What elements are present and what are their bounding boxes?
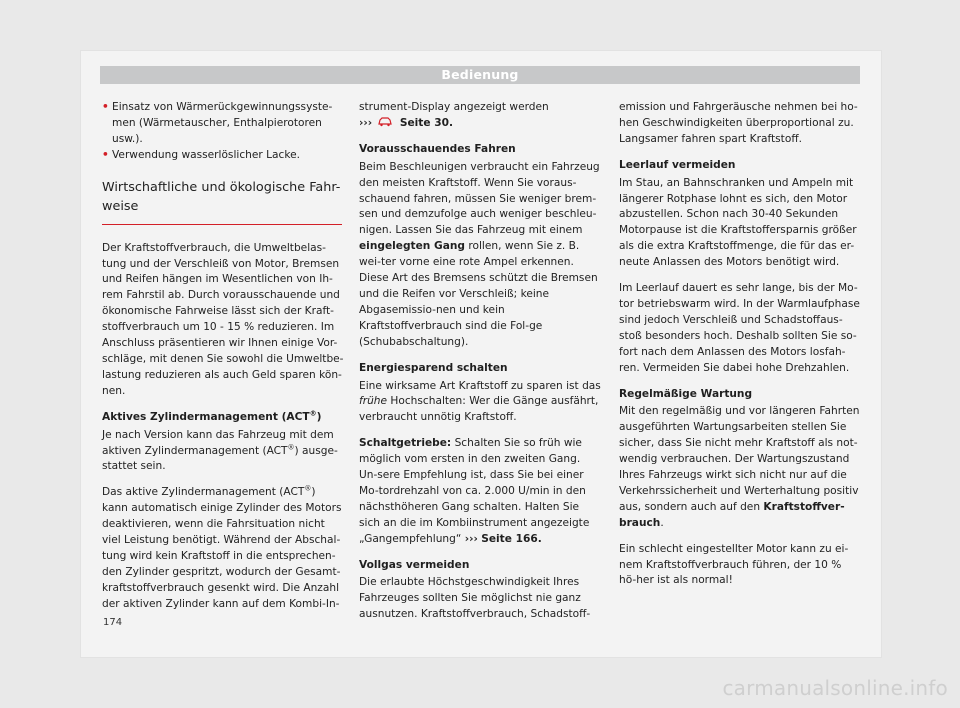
subheading: Regelmäßige Wartung — [619, 387, 753, 400]
bullet-icon: • — [102, 101, 109, 113]
subheading: Leerlauf vermeiden — [619, 158, 736, 171]
subheading: Energiesparend schalten — [359, 361, 508, 374]
continued-text: emission und Fahrgeräusche nehmen bei ho-hen Geschwindigkeiten überproportional zu. Langsamer fahren spart Kraftstoff. — [619, 101, 858, 145]
intro-paragraph: Der Kraftstoffverbrauch, die Umweltbelas-tung und der Verschleiß von Motor, Bremsen und Reifen hängen im Wesentlichen von Ih-rem Fahrstil ab. Durch vorausschauende und ökonomische Fahrweise lässt sich der Kraft-stoffverbrauch um 10 - 15 % reduzieren. Im Anschluss präsentieren wir Ihnen einige Vor-schläge, mit denen Sie sowohl die Umweltbe-lastung reduzieren als auch Geld sparen kön-nen. — [102, 241, 344, 397]
act-heading: Aktives Zylindermanagement (ACT®) — [102, 409, 322, 423]
page-link[interactable]: Seite 166. — [481, 532, 542, 545]
continued-text: strument-Display angezeigt werden ››› Seite 30. — [359, 101, 549, 129]
paragraph: Beim Beschleunigen verbraucht ein Fahrzeug den meisten Kraftstoff. Wenn Sie voraus-schauend fahren, müssen Sie weniger brem-sen und demzufolge auch weniger beschleu-nigen. Lassen Sie das Fahrzeug mit einem eingelegten Gang rollen, wenn Sie z. B. wei-ter vorne eine rote Ampel erkennen. Diese Art des Bremsens schützt die Bremsen und die Reifen vor Verschleiß; keine Abgasemissio-nen und kein Kraftstoffverbrauch sind die Fol-ge (Schubabschaltung). — [359, 160, 600, 348]
page-link[interactable]: Seite 30. — [399, 116, 454, 129]
column-2 — [359, 100, 601, 633]
paragraph: Eine wirksame Art Kraftstoff zu sparen ist das frühe Hochschalten: Wer die Gänge ausfährt, verbraucht unnötig Kraftstoff. — [359, 379, 601, 424]
column-3 — [619, 100, 861, 599]
ref-arrows: ››› — [359, 116, 373, 129]
paragraph: Schaltgetriebe: Schalten Sie so früh wie möglich vom ersten in den zweiten Gang. Un-sere Empfehlung ist, dass Sie bei einer Mo-tordrehzahl von ca. 2.000 U/min in den nächsthöheren Gang schalten. Halten Sie sich an die im Kombiinstrument angezeigte „Gangempfehlung“ ››› Seite 166. — [359, 437, 590, 545]
act-paragraph-2: Das aktive Zylindermanagement (ACT®) kann automatisch einige Zylinder des Motors deaktivieren, wenn die Fahrsituation nicht viel Leistung benötigt. Während der Abschal-tung wird kein Kraftstoff in die entsprechen-den Zylinder gespritzt, wodurch der Gesamt-kraftstoffverbrauch gesenkt wird. Die Anzahl der aktiven Zylinder kann auf dem Kombi-In- — [102, 484, 342, 610]
paragraph: Die erlaubte Höchstgeschwindigkeit Ihres Fahrzeuges sollten Sie möglichst nie ganz ausnutzen. Kraftstoffverbrauch, Schadstoff- — [359, 576, 591, 621]
subheading: Vorausschauendes Fahren — [359, 142, 516, 155]
car-warning-icon — [377, 116, 393, 127]
page-number: 174 — [103, 617, 123, 628]
act-paragraph-1: Je nach Version kann das Fahrzeug mit dem aktiven Zylindermanagement (ACT®) ausge-stattet sein. — [102, 428, 338, 473]
paragraph: Mit den regelmäßig und vor längeren Fahrten ausgeführten Wartungsarbeiten stellen Sie sicher, dass Sie nicht mehr Kraftstoff als not-wendig verbrauchen. Der Wartungszustand Ihres Fahrzeugs wirkt sich nicht nur auf die Verkehrssicherheit und Werterhaltung positiv aus, sondern auch auf den Kraftstoffver-brauch. — [619, 405, 860, 529]
paragraph: Ein schlecht eingestellter Motor kann zu ei-nem Kraftstoffverbrauch führen, der 10 % hö-her ist als normal! — [619, 542, 849, 587]
list-item: • Verwendung wasserlöslicher Lacke. — [102, 148, 344, 164]
paragraph: Im Stau, an Bahnschranken und Ampeln mit längerer Rotphase lohnt es sich, den Motor abzustellen. Schon nach 30-40 Sekunden Motorpause ist die Kraftstoffersparnis größer als die extra Kraftstoffmenge, die für das er-neute Anlassen des Motors benötigt wird. — [619, 176, 857, 269]
subheading: Vollgas vermeiden — [359, 558, 470, 571]
section-heading: Wirtschaftliche und ökologische Fahr-weise — [102, 178, 342, 225]
column-1 — [102, 100, 344, 623]
watermark: carmanualsonline.info — [722, 676, 948, 700]
list-item: • Einsatz von Wärmerückgewinnungssyste-men (Wärmetauscher, Enthalpierotoren usw.). — [102, 101, 333, 145]
section-header: Bedienung — [100, 66, 860, 84]
bullet-icon: • — [102, 148, 109, 161]
paragraph: Im Leerlauf dauert es sehr lange, bis der Mo-tor betriebswarm wird. In der Warmlaufphase sind jedoch Verschleiß und Schadstoffaus-stoß besonders hoch. Deshalb sollten Sie so-fort nach dem Anlassen des Motors losfah-ren. Vermeiden Sie dabei hohe Drehzahlen. — [619, 282, 860, 374]
